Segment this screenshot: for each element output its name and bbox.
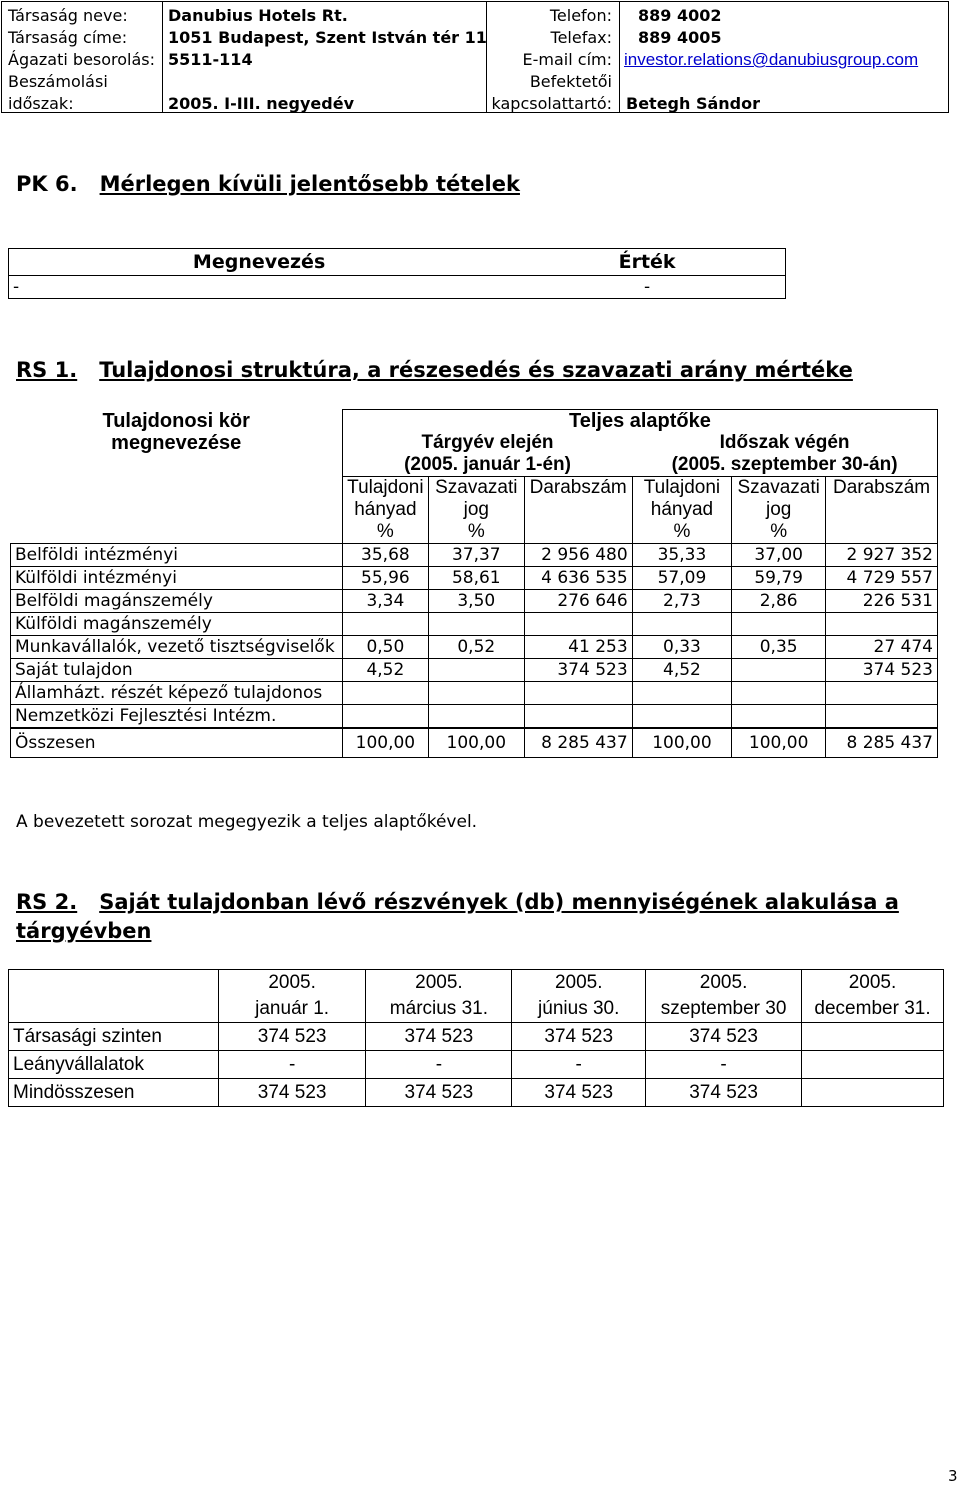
rs2-date-year: 2005. (699, 972, 748, 993)
rs2-date-year: 2005. (415, 972, 463, 993)
cell-c1: 2 956 480 (524, 544, 632, 567)
cell-o2 (632, 613, 732, 636)
cell-o1: 55,96 (342, 567, 428, 590)
cell-v1 (428, 659, 524, 682)
rs2-title-2: tárgyévben (16, 919, 152, 943)
cell-c2 (826, 682, 938, 705)
off-balance-table (8, 248, 786, 299)
page-number: 3 (948, 1467, 958, 1485)
ownership-structure-table (10, 409, 938, 758)
email-link[interactable]: investor.relations@danubiusgroup.com (624, 50, 919, 69)
cell-c2: 2 927 352 (826, 544, 938, 567)
cell-o1: 4,52 (342, 659, 428, 682)
cell-v2 (732, 613, 826, 636)
company-name: Danubius Hotels Rt. (168, 6, 348, 25)
rs2-row-name: Mindösszesen (9, 1079, 219, 1107)
cell-o2: 2,73 (632, 590, 732, 613)
rs2-cell (802, 1023, 944, 1051)
period-label-1: Beszámolási (8, 72, 108, 91)
pk6-row-name: - (9, 276, 510, 299)
period-label-2: időszak: (8, 94, 74, 113)
col-count-1: Darabszám (524, 477, 632, 500)
cell-v2: 0,35 (732, 636, 826, 659)
cell-v1 (428, 613, 524, 636)
cell-v2 (732, 682, 826, 705)
rs2-date-day: december 31. (814, 998, 931, 1019)
table-row (11, 659, 938, 682)
owner-group-name: Munkavállalók, vezető tisztségviselők (11, 636, 343, 659)
cell-o2 (632, 705, 732, 729)
rs2-heading-line-2 (16, 917, 151, 945)
cell-c1 (524, 613, 632, 636)
col-count-2: Darabszám (826, 477, 938, 500)
rs2-cell: 374 523 (218, 1079, 366, 1107)
phone-label: Telefon: (549, 6, 612, 25)
cell-c1 (524, 705, 632, 729)
reporting-period: 2005. I-III. negyedév (168, 94, 354, 113)
info-divider (162, 2, 163, 112)
rs2-rows (9, 1023, 944, 1107)
cell-v2: 2,86 (732, 590, 826, 613)
rs2-heading (16, 888, 899, 916)
col-pct: % (632, 521, 732, 544)
rs2-cell: 374 523 (646, 1079, 802, 1107)
cell-o2: 0,33 (632, 636, 732, 659)
table-row (11, 705, 938, 729)
cell-v1 (428, 705, 524, 729)
company-address: 1051 Budapest, Szent István tér 11 (168, 28, 487, 47)
cell-v2 (732, 659, 826, 682)
cell-c2: 4 729 557 (826, 567, 938, 590)
company-address-label: Társaság címe: (8, 28, 128, 47)
col-ownership-sub: hányad (342, 499, 428, 521)
rs2-cell: - (218, 1051, 366, 1079)
info-divider (486, 2, 487, 112)
rs2-date-header (646, 970, 802, 1023)
cell-c2: 8 285 437 (826, 728, 938, 758)
rs2-number: RS 2. (16, 890, 78, 914)
cell-c2: 27 474 (826, 636, 938, 659)
cell-v2 (732, 705, 826, 729)
cell-c1: 374 523 (524, 659, 632, 682)
fax-label: Telefax: (550, 28, 612, 47)
period-start-header: Tárgyév elején (342, 432, 632, 454)
owner-group-name: Külföldi intézményi (11, 567, 343, 590)
cell-v1: 58,61 (428, 567, 524, 590)
col-header-name: Megnevezés (9, 249, 510, 276)
pk6-title: Mérlegen kívüli jelentősebb tételek (99, 172, 520, 196)
cell-o1: 0,50 (342, 636, 428, 659)
rs1-heading (16, 356, 853, 384)
rs2-date-day: június 30. (538, 998, 620, 1019)
cell-c2 (826, 613, 938, 636)
rs2-cell: - (512, 1051, 646, 1079)
cell-v1: 37,37 (428, 544, 524, 567)
table-row (9, 1079, 944, 1107)
rs2-date-day: március 31. (389, 998, 488, 1019)
cell-c1 (524, 682, 632, 705)
col-ownership-2: Tulajdoni (632, 477, 732, 500)
col-ownership-sub: hányad (632, 499, 732, 521)
rs2-cell: 374 523 (512, 1079, 646, 1107)
col-voting-1: Szavazati (428, 477, 524, 500)
owner-group-name: Belföldi intézményi (11, 544, 343, 567)
col-pct: % (342, 521, 428, 544)
pk6-heading (16, 170, 520, 198)
cell-v1 (428, 682, 524, 705)
rs2-date-header (366, 970, 512, 1023)
owner-group-name: Belföldi magánszemély (11, 590, 343, 613)
col-voting-2: Szavazati (732, 477, 826, 500)
treasury-shares-table (8, 969, 944, 1107)
pk6-number: PK 6. (16, 172, 78, 196)
rs2-row-name: Leányvállalatok (9, 1051, 219, 1079)
owner-group-name: Saját tulajdon (11, 659, 343, 682)
total-row (11, 728, 938, 758)
cell-o2: 57,09 (632, 567, 732, 590)
company-info-box (1, 1, 949, 113)
col-voting-sub: jog (428, 499, 524, 521)
col-pct: % (428, 521, 524, 544)
rs2-date-day: szeptember 30 (660, 998, 787, 1019)
col-voting-sub: jog (732, 499, 826, 521)
cell-o1: 100,00 (342, 728, 428, 758)
rs2-row-name: Társasági szinten (9, 1023, 219, 1051)
info-divider (619, 2, 620, 112)
contact-person: Betegh Sándor (626, 94, 761, 113)
cell-o2: 100,00 (632, 728, 732, 758)
cell-v1: 3,50 (428, 590, 524, 613)
cell-c2 (826, 705, 938, 729)
contact-label-1: Befektetői (529, 72, 612, 91)
table-row (9, 1051, 944, 1079)
cell-c1: 276 646 (524, 590, 632, 613)
sector-label: Ágazati besorolás: (8, 50, 156, 69)
period-end-header: Időszak végén (632, 432, 937, 454)
rs2-date-header (218, 970, 366, 1023)
rs2-title-1: Saját tulajdonban lévő részvények (db) mennyiségének alakulása a (99, 890, 899, 914)
phone-number: 889 4002 (638, 6, 722, 25)
owner-group-header-1: Tulajdonosi kör (102, 409, 250, 432)
rs1-title: Tulajdonosi struktúra, a részesedés és szavazati arány mértéke (99, 358, 853, 382)
col-ownership-1: Tulajdoni (342, 477, 428, 500)
cell-o2: 4,52 (632, 659, 732, 682)
owner-group-name: Összesen (11, 728, 343, 758)
table-row (11, 544, 938, 567)
total-capital-header: Teljes alaptőke (342, 410, 937, 433)
period-end-date: (2005. szeptember 30-án) (632, 454, 937, 477)
rs2-date-year: 2005. (848, 972, 897, 993)
rs2-cell: - (366, 1051, 512, 1079)
contact-label-2: kapcsolattartó: (491, 94, 612, 113)
table-row (11, 613, 938, 636)
rs2-cell: 374 523 (366, 1079, 512, 1107)
rs2-date-year: 2005. (554, 972, 603, 993)
rs2-cell (802, 1051, 944, 1079)
rs2-cell (802, 1079, 944, 1107)
table-row (11, 636, 938, 659)
email-label: E-mail cím: (522, 50, 612, 69)
table-row (11, 590, 938, 613)
col-header-value: Érték (509, 249, 785, 276)
pk6-row-value: - (509, 276, 785, 299)
cell-v1: 0,52 (428, 636, 524, 659)
cell-c1: 41 253 (524, 636, 632, 659)
rs2-date-header (802, 970, 944, 1023)
cell-c1: 4 636 535 (524, 567, 632, 590)
rs2-date-year: 2005. (268, 972, 316, 993)
company-name-label: Társaság neve: (8, 6, 128, 25)
rs2-cell: - (646, 1051, 802, 1079)
table-row (11, 682, 938, 705)
owner-group-name: Külföldi magánszemély (11, 613, 343, 636)
rs2-header-row (9, 970, 944, 1023)
cell-c1: 8 285 437 (524, 728, 632, 758)
ownership-rows (11, 544, 938, 758)
owner-group-name: Nemzetközi Fejlesztési Intézm. (11, 705, 343, 729)
cell-o1 (342, 705, 428, 729)
cell-c2: 374 523 (826, 659, 938, 682)
rs2-cell: 374 523 (218, 1023, 366, 1051)
table-row (11, 567, 938, 590)
cell-c2: 226 531 (826, 590, 938, 613)
rs1-note: A bevezetett sorozat megegyezik a teljes alaptőkével. (16, 812, 478, 832)
rs2-date-header (512, 970, 646, 1023)
period-start-date: (2005. január 1-én) (342, 454, 632, 477)
rs2-cell: 374 523 (646, 1023, 802, 1051)
rs1-number: RS 1. (16, 358, 78, 382)
rs2-date-day: január 1. (255, 998, 330, 1019)
table-row (9, 1023, 944, 1051)
cell-o1: 3,34 (342, 590, 428, 613)
cell-v1: 100,00 (428, 728, 524, 758)
rs2-corner-cell (9, 970, 219, 1023)
cell-o1 (342, 613, 428, 636)
sector-code: 5511-114 (168, 50, 253, 69)
cell-o2: 35,33 (632, 544, 732, 567)
owner-group-header-2: megnevezése (111, 432, 242, 454)
cell-o1 (342, 682, 428, 705)
rs2-cell: 374 523 (512, 1023, 646, 1051)
fax-number: 889 4005 (638, 28, 722, 47)
cell-o1: 35,68 (342, 544, 428, 567)
cell-o2 (632, 682, 732, 705)
col-pct: % (732, 521, 826, 544)
owner-group-name: Államházt. részét képező tulajdonos (11, 682, 343, 705)
cell-v2: 37,00 (732, 544, 826, 567)
cell-v2: 59,79 (732, 567, 826, 590)
cell-v2: 100,00 (732, 728, 826, 758)
rs2-cell: 374 523 (366, 1023, 512, 1051)
